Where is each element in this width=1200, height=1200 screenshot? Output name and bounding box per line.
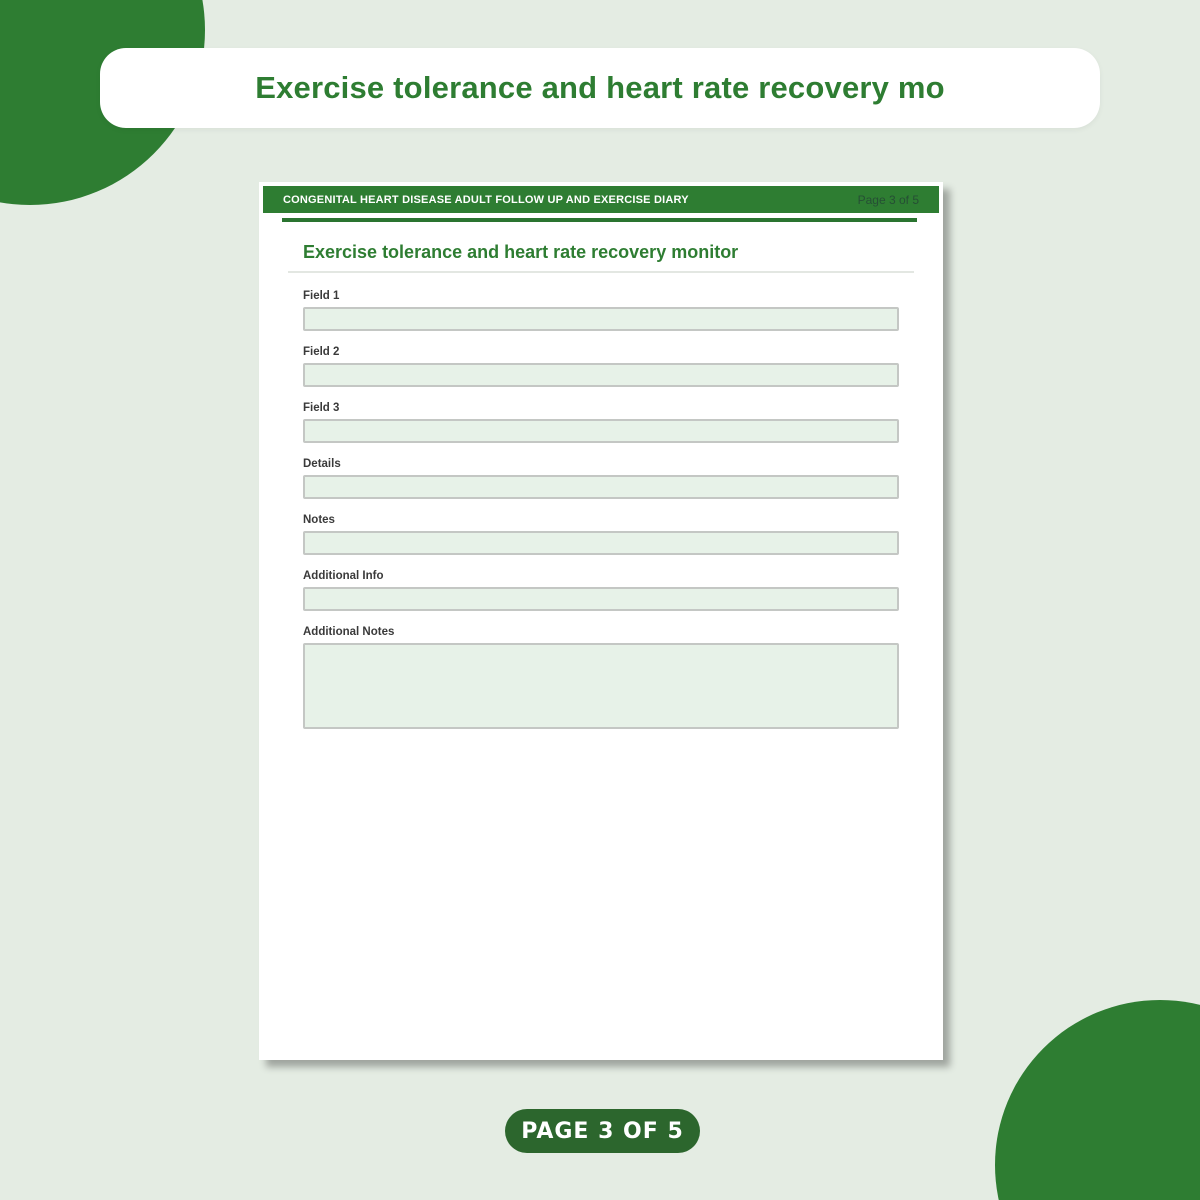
form-field-group: [303, 627, 899, 729]
page-title-banner: [100, 48, 1100, 128]
document-header-bar: [263, 186, 939, 213]
section-divider: [288, 271, 914, 273]
field-1-input[interactable]: [303, 307, 899, 331]
field-3-input[interactable]: [303, 419, 899, 443]
section-title: Exercise tolerance and heart rate recovery monitor: [303, 242, 739, 262]
details-input[interactable]: [303, 475, 899, 499]
form-field-group: [303, 403, 899, 443]
field-2-input[interactable]: [303, 363, 899, 387]
form-field-group: [303, 459, 899, 499]
field-label: Notes: [303, 514, 335, 526]
form-field-group: [303, 571, 899, 611]
form-field-group: [303, 291, 899, 331]
document-header-title: CONGENITAL HEART DISEASE ADULT FOLLOW UP AND EXERCISE DIARY: [283, 193, 689, 206]
page-number-label: PAGE 3 OF 5: [521, 1118, 684, 1144]
document-page-indicator: Page 3 of 5: [857, 192, 919, 207]
decorative-circle-bottom-right: [995, 1000, 1200, 1200]
header-underline: [282, 218, 917, 222]
field-label: Field 3: [303, 402, 340, 414]
additional-notes-textarea[interactable]: [303, 643, 899, 729]
document-content: [263, 242, 939, 729]
form-field-group: [303, 347, 899, 387]
field-label: Details: [303, 458, 341, 470]
field-label: Field 1: [303, 290, 340, 302]
field-label: Additional Info: [303, 570, 384, 582]
field-label: Additional Notes: [303, 626, 395, 638]
page-number-badge: [505, 1109, 700, 1153]
page-title: Exercise tolerance and heart rate recovery mo: [255, 70, 945, 105]
notes-input[interactable]: [303, 531, 899, 555]
form-field-group: [303, 515, 899, 555]
form-document: [259, 182, 943, 1060]
additional-info-input[interactable]: [303, 587, 899, 611]
field-label: Field 2: [303, 346, 340, 358]
